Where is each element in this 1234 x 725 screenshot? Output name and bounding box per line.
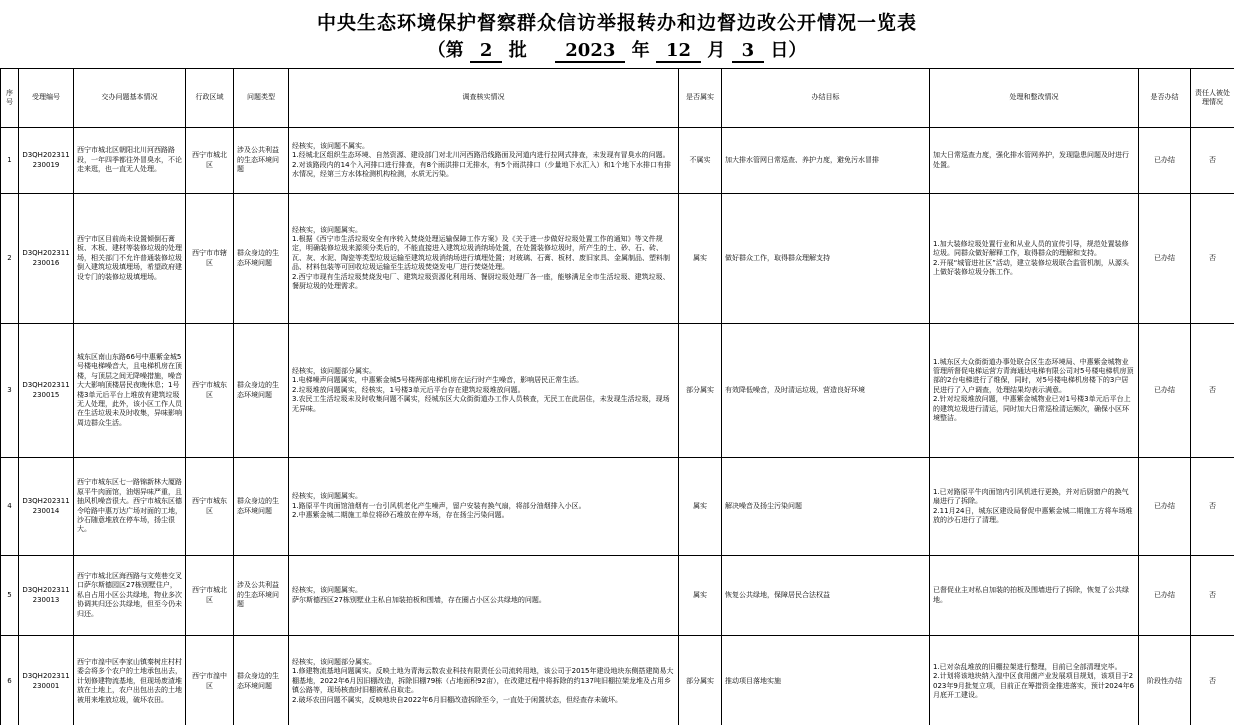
cell-type: 群众身边的生态环境问题 [234, 636, 289, 725]
cell-region: 西宁市城东区 [186, 458, 234, 556]
cell-rectification: 1.已对杂乱堆放的旧棚拉架进行整理，目前已全部清理完毕。 2.计划将该地块纳入湟中区食用菌产业发展项目规划，该项目于2023年9月批复立项，目前正在筹措资金推进落实，预计2024年6月底开工建设。 [930, 636, 1139, 725]
cell-no: 3 [1, 324, 19, 458]
header-is-true: 是否属实 [679, 69, 722, 128]
table-row [1, 556, 1234, 636]
cell-completed: 已办结 [1139, 458, 1191, 556]
cell-type: 群众身边的生态环境问题 [234, 458, 289, 556]
cell-accountability: 否 [1191, 556, 1234, 636]
cell-region: 西宁市城东区 [186, 324, 234, 458]
table-row [1, 324, 1234, 458]
year-value: 2023 [555, 41, 625, 63]
cell-investigation: 经核实，该问题不属实。 1.经城北区组织生态环境、自然资源、建设部门对北川河西路沿线路面及河道内进行拉网式排查，未发现有冒臭水的问题。 2.对该路段内的14个入河排口进行排查，有8个雨洪排口无排水，有5个雨洪排口（少量地下水汇入）和1个地下水排口有排水情况，经第三方水体检测机构检测，水质无污染。 [289, 128, 679, 194]
header-type: 问题类型 [234, 69, 289, 128]
cell-completed: 已办结 [1139, 194, 1191, 324]
cell-id: D3QH202311230016 [19, 194, 74, 324]
cell-completed: 已办结 [1139, 128, 1191, 194]
cell-is-true: 不属实 [679, 128, 722, 194]
cell-no: 4 [1, 458, 19, 556]
cell-no: 2 [1, 194, 19, 324]
table-header-row [1, 69, 1234, 128]
subtitle-open: （第 [427, 40, 464, 61]
cell-desc: 西宁市城北区海西路与文苑巷交叉口萨尔斯德园区27栋别墅住户，私自占用小区公共绿地，物业多次协调其归还公共绿地，但至今仍未归还。 [74, 556, 186, 636]
cell-investigation: 经核实，该问题部分属实。 1.修建物流基地问题属实。反映土地为青海云数农业科技有限责任公司流转用地，该公司于2015年建设地块东侧搭建简易大棚基地，2022年6月因旧棚改造，拆除旧棚79栋（占地面积92亩），在改建过程中将拆除的约137吨旧棚拉架龙堆及占用乡镇公路等，现场核查时旧棚被私自取走。 2.破坏农田问题不属实，反映地块自2022年6月旧棚改造拆除至今，一直处于闲置状态，但经查存未破坏。 [289, 636, 679, 725]
cell-accountability: 否 [1191, 194, 1234, 324]
table-row [1, 458, 1234, 556]
header-investigation: 调查核实情况 [289, 69, 679, 128]
header-goal: 办结目标 [722, 69, 930, 128]
header-desc: 交办问题基本情况 [74, 69, 186, 128]
batch-number: 2 [470, 41, 503, 63]
cell-rectification: 1.已对路原平牛肉面馆内引风机进行更换，并对后厨窗户的换气扇进行了拆除。 2.11月24日，城东区建设局督促中惠紫金城二期施工方将车场堆放的沙石进行了清理。 [930, 458, 1139, 556]
batch-label: 批 [508, 40, 527, 61]
header-id: 受理编号 [19, 69, 74, 128]
cell-goal: 推动项目落地实施 [722, 636, 930, 725]
year-label: 年 [631, 40, 650, 61]
cell-goal: 恢复公共绿地，保障居民合法权益 [722, 556, 930, 636]
cell-no: 1 [1, 128, 19, 194]
cell-id: D3QH202311230013 [19, 556, 74, 636]
cell-accountability: 否 [1191, 128, 1234, 194]
cell-type: 涉及公共利益的生态环境问题 [234, 556, 289, 636]
cell-desc: 西宁市湟中区李家山镇秦树庄村村委会将多个农户的土地承包出去，计划修建物流基地，但现场废渣堆放在土地上，农户出包出去的土地被用来堆放垃圾，破坏农田。 [74, 636, 186, 725]
table-row [1, 636, 1234, 725]
header-accountability: 责任人被处理情况 [1191, 69, 1234, 128]
cell-completed: 阶段性办结 [1139, 636, 1191, 725]
cell-desc: 西宁市城东区七一路锦新林大厦路原平牛肉面馆，油烟异味严重，且抽风机噪音很大。西宁市城东区德令哈路中惠万达广场对面的工地，沙石随意堆放在停车场，扬尘很大。 [74, 458, 186, 556]
cell-id: D3QH202311230014 [19, 458, 74, 556]
cell-completed: 已办结 [1139, 556, 1191, 636]
day-close: 日） [770, 40, 807, 61]
cell-rectification: 加大日常巡查力度，强化排水管网养护，发现隐患问题及时进行处置。 [930, 128, 1139, 194]
month-label: 月 [707, 40, 726, 61]
header-rectification: 处理和整改情况 [930, 69, 1139, 128]
cell-id: D3QH202311230001 [19, 636, 74, 725]
cell-type: 涉及公共利益的生态环境问题 [234, 128, 289, 194]
cell-goal: 加大排水管网日常巡查、养护力度，避免污水冒排 [722, 128, 930, 194]
cell-region: 西宁市城北区 [186, 128, 234, 194]
page-title: 中央生态环境保护督察群众信访举报转办和边督边改公开情况一览表 [316, 12, 917, 34]
cell-region: 西宁市湟中区 [186, 636, 234, 725]
report-table [0, 68, 1234, 725]
cell-is-true: 属实 [679, 194, 722, 324]
cell-accountability: 否 [1191, 636, 1234, 725]
cell-id: D3QH202311230019 [19, 128, 74, 194]
cell-desc: 西宁市城北区朝阳北川河西路路段，一年四季都往外冒臭水，不论走来逛，也一直无人处理。 [74, 128, 186, 194]
cell-completed: 已办结 [1139, 324, 1191, 458]
cell-is-true: 属实 [679, 458, 722, 556]
page-subtitle [0, 36, 1234, 63]
cell-investigation: 经核实，该问题属实。 1.路原平牛肉面馆油烟有一台引风机老化产生噪声，留户安装有换气扇，将部分油烟排入小区。 2.中惠紫金城二期施工单位将砂石堆放在停车场，存在扬尘污染问题。 [289, 458, 679, 556]
header-completed: 是否办结 [1139, 69, 1191, 128]
cell-region: 西宁市市辖区 [186, 194, 234, 324]
header-region: 行政区域 [186, 69, 234, 128]
month-value: 12 [656, 41, 701, 63]
cell-desc: 城东区南山东路66号中惠紫金城5号楼电梯噪音大，且电梯机房在顶楼，与顶层之间无降噪措施，噪音大大影响顶楼居民夜晚休息；1号楼3单元后平台上堆放有建筑垃圾无人处理，此外，该小区工作人员在生活垃圾未及时收集，异味影响周边群众生活。 [74, 324, 186, 458]
cell-is-true: 属实 [679, 556, 722, 636]
cell-goal: 解决噪音及扬尘污染问题 [722, 458, 930, 556]
cell-accountability: 否 [1191, 458, 1234, 556]
cell-goal: 做好群众工作，取得群众理解支持 [722, 194, 930, 324]
cell-rectification: 已督促业主对私自加装的拍板及围墙进行了拆除，恢复了公共绿地。 [930, 556, 1139, 636]
cell-no: 5 [1, 556, 19, 636]
header-no: 序号 [1, 69, 19, 128]
cell-type: 群众身边的生态环境问题 [234, 194, 289, 324]
cell-no: 6 [1, 636, 19, 725]
cell-desc: 西宁市区目前尚未设置倾倒石膏板、木板、建材等装修垃圾的处理场，相关部门不允许普通装修垃圾倒入建筑垃圾填埋场，希望政府建设专门的装修垃圾填埋场。 [74, 194, 186, 324]
cell-goal: 有效降低噪音，及时清运垃圾，营造良好环境 [722, 324, 930, 458]
cell-is-true: 部分属实 [679, 636, 722, 725]
day-value: 3 [732, 41, 765, 63]
table-row [1, 194, 1234, 324]
cell-region: 西宁市城北区 [186, 556, 234, 636]
cell-id: D3QH202311230015 [19, 324, 74, 458]
cell-investigation: 经核实，该问题部分属实。 1.电梯噪声问题属实，中惠紫金城5号楼两部电梯机房在运行时产生噪音，影响居民正常生活。 2.垃圾堆放问题属实，经核实，1号楼3单元后平台存在建筑垃圾堆放问题。 3.农民工生活垃圾未及时收集问题不属实，经城东区大众街街道办工作人员核查，无民工在此居住，未发现生活垃圾，现场无异味。 [289, 324, 679, 458]
cell-rectification: 1.城东区大众街街道办事处联合区生态环境局、中惠紫金城物业管理所督促电梯运营方青海通达电梯有限公司对5号楼电梯机房顶部的2台电梯进行了维保，同时，对5号楼电梯机房楼下的3户居民进行了入户调查，处理结果均表示满意。 2.针对垃圾堆放问题，中惠紫金城物业已对1号楼3单元后平台上的建筑垃圾进行清运，同时加大日常巡检清运频次，确保小区环境整洁。 [930, 324, 1139, 458]
cell-investigation: 经核实，该问题属实。 萨尔斯德西区27栋别墅业主私自加装拍板和围墙，存在圈占小区公共绿地的问题。 [289, 556, 679, 636]
cell-is-true: 部分属实 [679, 324, 722, 458]
table-row [1, 128, 1234, 194]
cell-accountability: 否 [1191, 324, 1234, 458]
cell-type: 群众身边的生态环境问题 [234, 324, 289, 458]
cell-rectification: 1.加大装修垃圾处置行业和从业人员的宣传引导，规范处置装修垃圾。同群众做好解释工作，取得群众的理解和支持。 2.开展“城管进社区”活动，建立装修垃圾联合监管机制，从源头上做好装修垃圾分拣工作。 [930, 194, 1139, 324]
cell-investigation: 经核实，该问题属实。 1.根据《西宁市生活垃圾安全有序转入焚烧处理运输保障工作方案》及《关于进一步做好垃圾处置工作的通知》等文件规定，明确装修垃圾来源须分类后的，不能直接进入建筑垃圾消纳场处置，在处置装修垃圾时，所产生的土、砂、石、砖、瓦、灰、水泥、陶瓷等类型垃圾运输至建筑垃圾消纳场进行填埋处置；对玻璃、石膏、板材、废旧家具、金属制品、塑料制品、材料包装等可回收垃圾运输至生活垃圾焚烧发电厂进行焚烧处理。 2.西宁市现有生活垃圾焚烧发电厂、建筑垃圾资源化利用场、餐厨垃圾处理厂各一座，能够满足全市生活垃圾、建筑垃圾、餐厨垃圾的处理需求。 [289, 194, 679, 324]
